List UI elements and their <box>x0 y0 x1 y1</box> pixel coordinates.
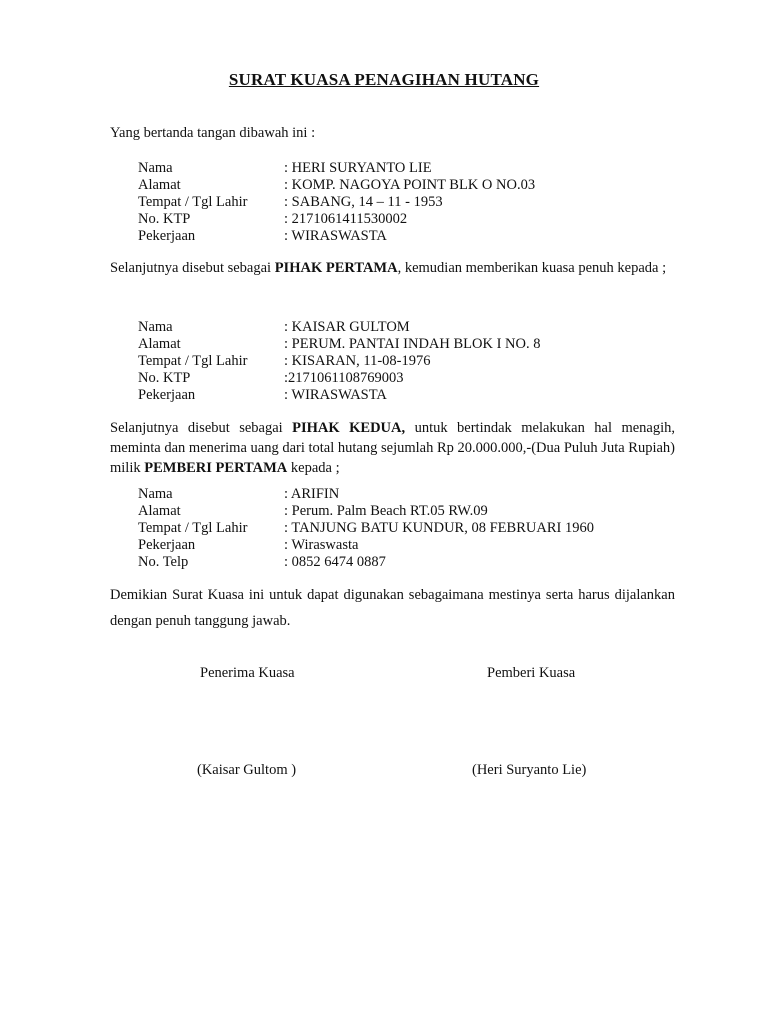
document-title: SURAT KUASA PENAGIHAN HUTANG <box>228 70 540 89</box>
detail-label: Nama <box>138 486 173 502</box>
detail-row <box>138 177 535 194</box>
giver-label: Pemberi Kuasa <box>487 665 576 681</box>
detail-value: : KAISAR GULTOM <box>284 319 410 335</box>
detail-label: Nama <box>138 160 173 176</box>
paragraph-pihak-kedua <box>110 418 675 478</box>
pihak-kedua-bold: PIHAK KEDUA, <box>292 420 406 436</box>
paragraph-text: kepada ; <box>287 460 340 476</box>
detail-row <box>138 211 535 228</box>
pihak-ketiga-details <box>138 486 594 571</box>
pemberi-pertama-bold: PEMBERI PERTAMA <box>144 460 288 476</box>
detail-value: : KOMP. NAGOYA POINT BLK O NO.03 <box>284 177 536 193</box>
paragraph-pihak-pertama <box>110 255 675 281</box>
detail-label: Pekerjaan <box>138 228 196 244</box>
detail-row <box>138 194 535 211</box>
detail-row <box>138 319 541 336</box>
paragraph-text: , kemudian memberikan kuasa penuh kepada ; <box>397 260 667 276</box>
detail-row <box>138 387 541 404</box>
detail-row <box>138 486 594 503</box>
receiver-label: Penerima Kuasa <box>200 665 295 681</box>
detail-value: : SABANG, 14 – 11 - 1953 <box>284 194 443 210</box>
detail-value: : Wiraswasta <box>284 537 359 553</box>
detail-label: Pekerjaan <box>138 537 196 553</box>
detail-label: Alamat <box>138 177 181 193</box>
closing-paragraph: Demikian Surat Kuasa ini untuk dapat digunakan sebagaimana mestinya serta harus dijalankan dengan penuh tanggung jawab. <box>110 587 675 629</box>
detail-value: : 2171061411530002 <box>284 211 408 227</box>
detail-label: No. Telp <box>138 554 189 570</box>
paragraph-text: untuk bertindak melakukan hal menagih, meminta dan menerima uang dari total hutang sejumlah Rp 20.000.000,-(Dua Puluh Juta Rupiah) milik <box>110 420 675 476</box>
detail-row <box>138 554 594 571</box>
detail-value: : KISARAN, 11-08-1976 <box>284 353 431 369</box>
detail-value: : TANJUNG BATU KUNDUR, 08 FEBRUARI 1960 <box>284 520 594 536</box>
detail-label: No. KTP <box>138 211 191 227</box>
detail-row <box>138 353 541 370</box>
paragraph-text: Selanjutnya disebut sebagai <box>110 420 293 436</box>
detail-value: : PERUM. PANTAI INDAH BLOK I NO. 8 <box>284 336 541 352</box>
intro-text: Yang bertanda tangan dibawah ini : <box>110 125 316 141</box>
detail-value: : ARIFIN <box>284 486 340 502</box>
detail-label: Tempat / Tgl Lahir <box>138 194 248 210</box>
detail-row <box>138 537 594 554</box>
detail-row <box>138 160 535 177</box>
detail-value: : WIRASWASTA <box>284 387 387 403</box>
detail-label: Alamat <box>138 336 181 352</box>
receiver-name: (Kaisar Gultom ) <box>197 762 297 778</box>
detail-value: :2171061108769003 <box>284 370 404 386</box>
detail-value: : HERI SURYANTO LIE <box>284 160 432 176</box>
pihak-pertama-details <box>138 160 535 245</box>
detail-row <box>138 228 535 245</box>
giver-name: (Heri Suryanto Lie) <box>472 762 587 778</box>
detail-label: Tempat / Tgl Lahir <box>138 353 248 369</box>
detail-row <box>138 503 594 520</box>
detail-value: : 0852 6474 0887 <box>284 554 386 570</box>
detail-label: Tempat / Tgl Lahir <box>138 520 248 536</box>
detail-value: : Perum. Palm Beach RT.05 RW.09 <box>284 503 488 519</box>
pihak-kedua-details <box>138 319 541 404</box>
detail-row <box>138 520 594 537</box>
detail-row <box>138 336 541 353</box>
paragraph-text: Selanjutnya disebut sebagai <box>110 260 275 276</box>
pihak-pertama-bold: PIHAK PERTAMA <box>274 260 398 276</box>
detail-label: Alamat <box>138 503 181 519</box>
detail-label: No. KTP <box>138 370 191 386</box>
detail-label: Pekerjaan <box>138 387 196 403</box>
detail-row <box>138 370 541 387</box>
detail-value: : WIRASWASTA <box>284 228 387 244</box>
detail-label: Nama <box>138 319 173 335</box>
